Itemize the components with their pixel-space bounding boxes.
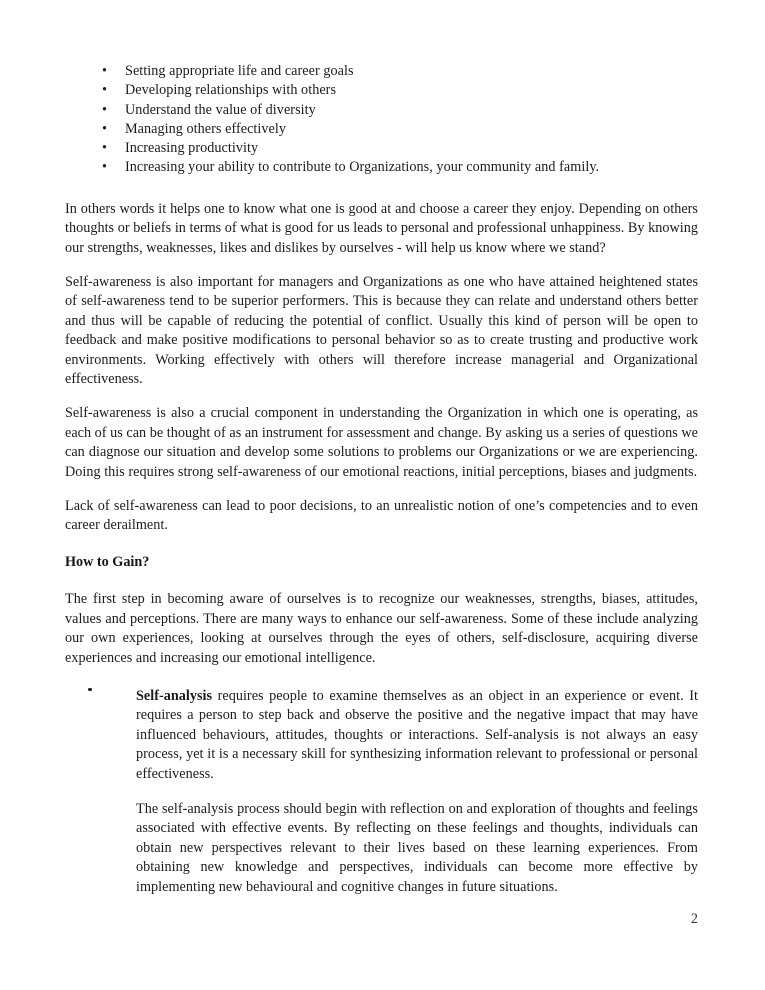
list-item-label: Understand the value of diversity <box>125 101 316 118</box>
list-item <box>65 120 698 139</box>
list-item-label: Developing relationships with others <box>125 82 337 99</box>
self-analysis-paragraph-1-text: requires people to examine themselves as an object in an experience or event. It requires a person to step back and observe the positive and the negative impact that may have influenced behaviours, attitudes, thoughts or interactions. Self-analysis is not always an easy process, yet it is a necessary skill for synthesizing information relevant to professional or personal effectiveness. <box>136 687 698 782</box>
spacer <box>65 572 698 590</box>
body-paragraph-5: The first step in becoming aware of ourselves is to recognize our weaknesses, strengths, biases, attitudes, values and perceptions. There are many ways to enhance our self-awareness. Some of these include analyzing our own experiences, looking at ourselves through the eyes of others, self-disclosure, acquiring diverse experiences and increasing our emotional intelligence. <box>65 591 698 666</box>
spacer <box>65 668 698 687</box>
spacer <box>65 389 698 404</box>
list-item <box>65 139 698 158</box>
list-item <box>65 62 698 81</box>
self-analysis-bullet-block <box>88 687 698 897</box>
self-analysis-paragraph-2: The self-analysis process should begin with reflection on and exploration of thoughts and feelings associated with effective events. By reflecting on these feelings and thoughts, individuals can obtain new perspectives relevant to their lives based on these learning experiences. From obtaining new knowledge and perspectives, individuals can become more effective by implementing new behavioural and cognitive changes in future situations. <box>136 800 698 895</box>
bullet-icon: • <box>102 82 108 99</box>
bullet-icon: • <box>102 63 108 79</box>
page-content <box>65 62 698 897</box>
self-analysis-term: Self-analysis <box>136 687 213 704</box>
section-heading-how-to-gain: How to Gain? <box>65 553 150 570</box>
spacer <box>136 784 698 800</box>
bullet-icon: • <box>102 120 108 137</box>
bullet-icon: • <box>102 101 108 118</box>
spacer <box>65 482 698 497</box>
spacer <box>65 258 698 273</box>
spacer <box>65 178 698 200</box>
bullet-icon <box>88 688 92 692</box>
body-paragraph-2: Self-awareness is also important for managers and Organizations as one who have attained heightened states of self-awareness tend to be superior performers. This is because they can relate and understand others better and thus will be capable of reducing the potential of conflict. Usually this kind of person will be open to feedback and make positive modifications to personal behavior so as to create trusting and productive work environments. Working effectively with others will therefore increase managerial and Organizational effectiveness. <box>65 274 698 388</box>
list-item-label: Increasing your ability to contribute to Organizations, your community and family. <box>125 159 600 176</box>
body-paragraph-3: Self-awareness is also a crucial component in understanding the Organization in which one is operating, as each of us can be thought of as an instrument for assessment and change. By asking us a series of questions we can diagnose our situation and develop some solutions to problems our Organizations or we are experiencing. Doing this requires strong self-awareness of our emotional reactions, initial perceptions, biases and judgments. <box>65 405 698 480</box>
bullet-icon: • <box>102 159 108 176</box>
self-analysis-body <box>136 687 698 897</box>
list-item <box>65 101 698 120</box>
benefits-bullet-list <box>65 62 698 178</box>
self-analysis-paragraph-1 <box>136 687 698 784</box>
list-item-label: Setting appropriate life and career goals <box>125 63 354 79</box>
bullet-icon: • <box>102 140 108 157</box>
list-item <box>65 81 698 100</box>
list-item-label: Managing others effectively <box>125 120 287 137</box>
body-paragraph-4: Lack of self-awareness can lead to poor decisions, to an unrealistic notion of one’s competencies and to even career derailment. <box>65 498 698 534</box>
list-item <box>65 158 698 177</box>
page-number: 2 <box>690 911 698 927</box>
body-paragraph-1: In others words it helps one to know what one is good at and choose a career they enjoy. Depending on others thoughts or beliefs in terms of what is good for us leads to personal and professional unhappiness. By knowing our strengths, weaknesses, likes and dislikes by ourselves - will help us know where we stand? <box>65 200 698 256</box>
spacer <box>65 536 698 553</box>
list-item-label: Increasing productivity <box>125 140 259 157</box>
